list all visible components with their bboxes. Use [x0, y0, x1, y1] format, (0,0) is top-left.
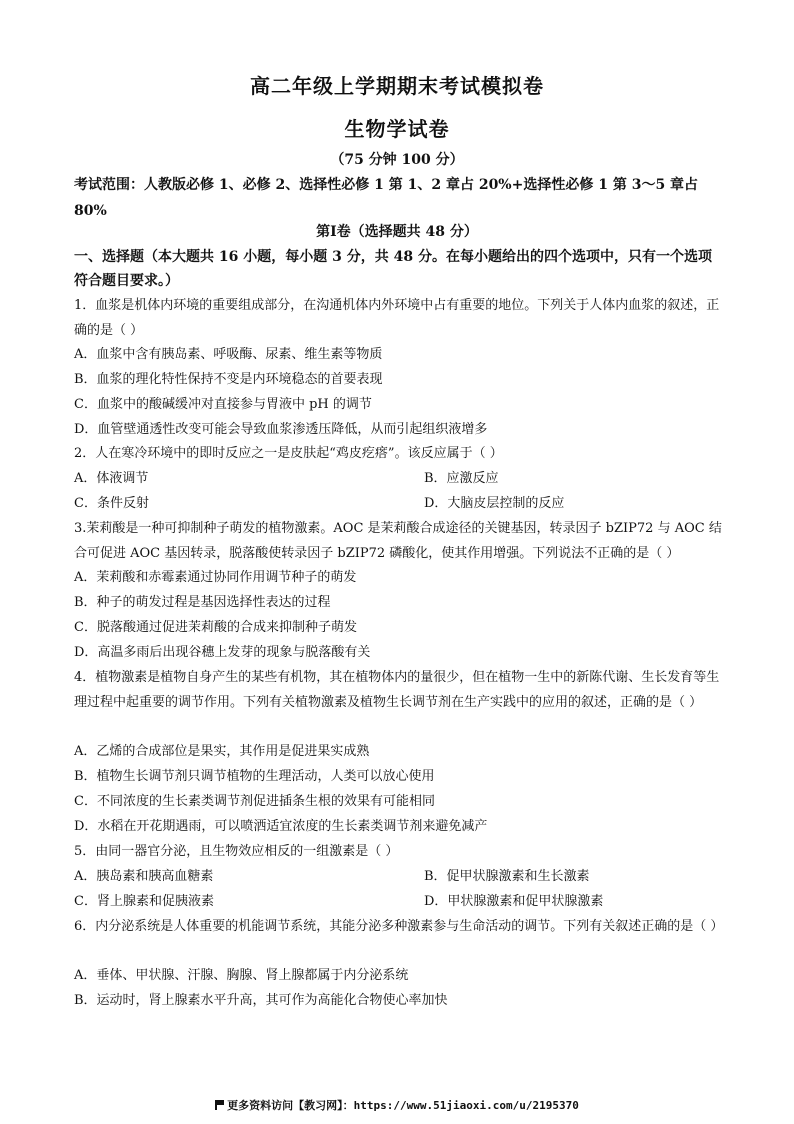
question-3-stem: 3.茉莉酸是一种可抑制种子萌发的植物激素。AOC 是茉莉酸合成途径的关键基因，转录因子 bZIP72 与 AOC 结合可促进 AOC 基因转录，脱落酸使转录因子 bZIP72 磷酸化，使其作用增强。下列说法不正确的是（ ）: [74, 521, 722, 561]
question-4-stem: 4．植物激素是植物自身产生的某些有机物，其在植物体内的量很少，但在植物一生中的新陈代谢、生长发育等生理过程中起重要的调节作用。下列有关植物激素及植物生长调节剂在生产实践中的应用的叙述，正确的是（ ）: [74, 670, 720, 710]
question-4-option-c: C．不同浓度的生长素类调节剂促进插条生根的效果有可能相同: [74, 794, 435, 809]
question-1-stem: 1．血浆是机体内环境的重要组成部分，在沟通机体内外环境中占有重要的地位。下列关于人体内血浆的叙述，正确的是（ ）: [74, 298, 720, 338]
question-2-option-a: A．体液调节: [74, 471, 149, 486]
footer-text[interactable]: 更多资料访问【教习网】：https://www.51jiaoxi.com/u/2195370: [227, 1099, 579, 1112]
question-1-option-a: A．血浆中含有胰岛素、呼吸酶、尿素、维生素等物质: [74, 347, 383, 362]
question-6-option-b: B．运动时，肾上腺素水平升高，其可作为高能化合物使心率加快: [74, 993, 448, 1008]
question-2-option-c: C．条件反射: [74, 496, 149, 511]
question-3-option-d: D．高温多雨后出现谷穗上发芽的现象与脱落酸有关: [74, 645, 371, 660]
question-3-option-b: B．种子的萌发过程是基因选择性表达的过程: [74, 595, 331, 610]
question-5-option-b: B．促甲状腺激素和生长激素: [424, 869, 590, 884]
subject-title: 生物学试卷: [344, 117, 450, 141]
question-6-stem: 6．内分泌系统是人体重要的机能调节系统，其能分泌多种激素参与生命活动的调节。下列有关叙述正确的是（ ）: [74, 919, 724, 934]
section-instructions: 一、选择题（本大题共 16 小题，每小题 3 分，共 48 分。在每小题给出的四个选项中，只有一个选项符合题目要求。）: [74, 249, 712, 289]
question-3-option-a: A．茉莉酸和赤霉素通过协同作用调节种子的萌发: [74, 570, 357, 585]
question-2-option-d: D．大脑皮层控制的反应: [424, 496, 565, 511]
question-1-option-d: D．血管壁通透性改变可能会导致血浆渗透压降低，从而引起组织液增多: [74, 422, 488, 437]
exam-scope: 考试范围：人教版必修 1、必修 2、选择性必修 1 第 1、2 章占 20%+选择性必修 1 第 3～5 章占 80%: [74, 177, 699, 219]
time-score: （75 分钟 100 分）: [330, 152, 464, 168]
question-1-option-c: C．血浆中的酸碱缓冲对直接参与胃液中 pH 的调节: [74, 397, 372, 412]
question-4-option-b: B．植物生长调节剂只调节植物的生理活动，人类可以放心使用: [74, 769, 435, 784]
question-4-option-d: D．水稻在开花期遇雨，可以喷洒适宜浓度的生长素类调节剂来避免减产: [74, 819, 488, 834]
footer-link[interactable]: [0, 1097, 794, 1113]
question-6-option-a: A．垂体、甲状腺、汗腺、胸腺、肾上腺都属于内分泌系统: [74, 968, 409, 983]
question-5-option-d: D．甲状腺激素和促甲状腺激素: [424, 894, 604, 909]
question-1-option-b: B．血浆的理化特性保持不变是内环境稳态的首要表现: [74, 372, 383, 387]
part-title: 第Ⅰ卷（选择题共 48 分）: [316, 224, 478, 240]
flag-icon: [215, 1100, 224, 1110]
exam-title: 高二年级上学期期末考试模拟卷: [250, 74, 544, 98]
question-4-option-a: A．乙烯的合成部位是果实，其作用是促进果实成熟: [74, 744, 370, 759]
question-5-option-a: A．胰岛素和胰高血糖素: [74, 869, 214, 884]
question-5-option-c: C．肾上腺素和促胰液素: [74, 894, 214, 909]
question-2-stem: 2．人在寒冷环境中的即时反应之一是皮肤起“鸡皮疙瘩”。该反应属于（ ）: [74, 446, 503, 461]
question-2-option-b: B．应激反应: [424, 471, 499, 486]
question-3-option-c: C．脱落酸通过促进茉莉酸的合成来抑制种子萌发: [74, 620, 357, 635]
question-5-stem: 5．由同一器官分泌，且生物效应相反的一组激素是（ ）: [74, 844, 399, 859]
